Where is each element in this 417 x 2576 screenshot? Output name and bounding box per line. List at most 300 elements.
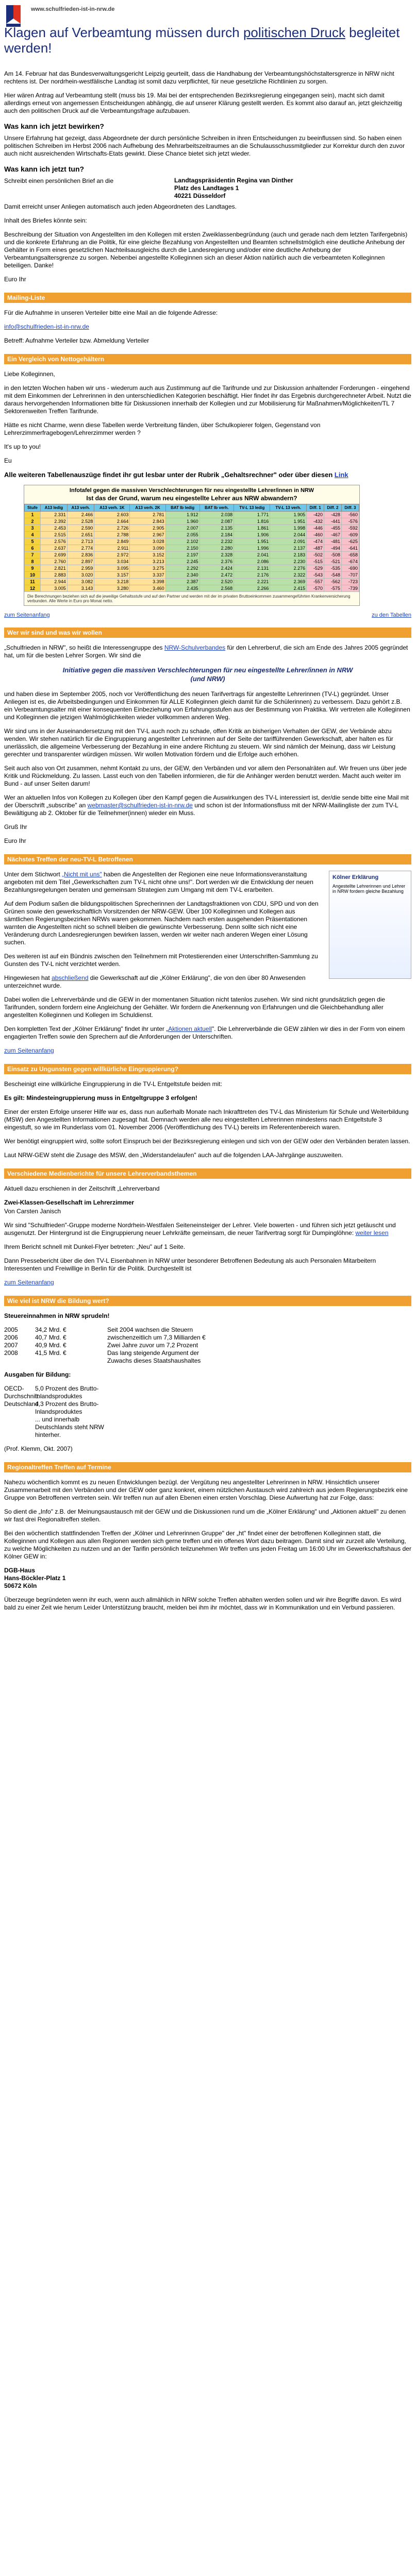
table-cell: 2.726: [94, 525, 130, 532]
table-cell: -521: [324, 558, 342, 565]
table-cell: 2.520: [199, 579, 234, 585]
table-cell: 2.472: [199, 572, 234, 579]
table-cell: 1.905: [270, 512, 307, 518]
table-cell: 3.398: [130, 579, 165, 585]
table-cell: -535: [324, 565, 342, 572]
table-cell: 2.183: [270, 552, 307, 558]
lehrerverband-paragraph: Aktuell dazu erschienen in der Zeitschrift „Lehrerverband: [4, 1185, 160, 1192]
table-cell: 3.082: [67, 579, 94, 585]
list-item-cell: [35, 1357, 107, 1365]
question-lead: Schreibt einen persönlichen Brief an die: [4, 177, 114, 184]
bildung-source: (Prof. Klemm, Okt. 2007): [4, 1445, 73, 1452]
table-cell: -543: [307, 572, 324, 579]
table-cell: 6: [25, 545, 41, 552]
table-row: [25, 532, 359, 538]
vergleich-paragraph: It's up to you!: [4, 443, 41, 450]
section-bar-lehrerverband: Verschiedene Medienberichte für unsere Lehrerverbandsthemen: [4, 1168, 411, 1179]
list-item-cell: Seit 2004 wachsen die Steuern: [107, 1326, 193, 1333]
table-cell: 3.275: [130, 565, 165, 572]
table-cell: 2.435: [165, 585, 199, 592]
table-cell: 2.713: [67, 538, 94, 545]
schulfrieden-paragraph: Wir sind uns in der Auseinandersetzung mit den TV-L auch noch zu schade, offen Kritik an bisherigen Verhalten der GEW, der Verbände abzu wenden. Wir stehen natürlich für die Eingruppierung angestellter Lehrerinnen auf der Seite der tarifführenden Gewerkschaft, aber halten es für unerlässlich, die allgemeine Verbesserung der Bezahlung in eine andere Richtung zu steuern. Wir sind nämlich der Meinung, dass wir Leistung gerechter und transparenter würdigen müssen. Wir wollen Motivation fördern und die Erfolge auch erhöhen.: [4, 727, 396, 758]
table-cell: 2.637: [40, 545, 67, 552]
table-cell: 2.007: [165, 525, 199, 532]
table-cell: -592: [341, 525, 359, 532]
table-cell: 2.376: [199, 558, 234, 565]
section-bar-regional: Regionaltreffen Treffen auf Termine: [4, 1462, 411, 1472]
table-cell: 7: [25, 552, 41, 558]
table-cell: -474: [307, 538, 324, 545]
table-cell: 2.038: [199, 512, 234, 518]
list-item-cell: [4, 1357, 35, 1365]
address-block: [174, 177, 411, 200]
table-cell: 2.944: [40, 579, 67, 585]
section-bar-eingruppierung: Einsatz zu Ungunsten gegen willkürliche Eingruppierung?: [4, 1064, 411, 1074]
list-item-cell: 41,5 Mrd. €: [35, 1349, 66, 1357]
lehrerverband-text: Wir sind "Schulfrieden"-Gruppe moderne Nordrhein-Westfalen Seiteneinsteiger der Lehrer. Viele bowerten - und führen sich jetzt getäuscht und ausgenutzt. Der Hintergrund ist die Eingruppierung neuer Lehrkräfte gemeinsam, die neuer Tarifvertrag sorgt für Dumpinglöhne:: [4, 1222, 396, 1236]
treffen-text: die Gewerkschaft auf die „Kölner Erklärung", die von den über 80 Anwesenden unterzeichnet wurde.: [4, 974, 306, 989]
table-cell: -487: [307, 545, 324, 552]
table-cell: 2.843: [130, 518, 165, 525]
eingruppierung-paragraph: Wer benötigt eingruppiert wird, sollte sofort Einspruch bei der Bezirksregierung einlegen und sich von der GEW oder den Verbänden beraten lassen.: [4, 1138, 410, 1145]
treffen-text: Unter dem Stichwort: [4, 871, 62, 878]
address-line: DGB-Haus: [4, 1567, 36, 1574]
salary-column-header: TV-L 13 verh.: [270, 504, 307, 512]
table-cell: 3.020: [67, 572, 94, 579]
table-cell: 2.280: [199, 545, 234, 552]
table-cell: 2.821: [40, 565, 67, 572]
table-cell: 3.005: [40, 585, 67, 592]
table-row: [25, 518, 359, 525]
table-cell: -455: [324, 525, 342, 532]
table-cell: 2.328: [199, 552, 234, 558]
salary-table-title: Infotafel gegen die massiven Verschlechterungen für neu eingestellte Lehrer/innen in NRW: [69, 487, 314, 494]
weiter-lesen-link[interactable]: weiter lesen: [355, 1229, 389, 1236]
table-cell: 2.086: [234, 558, 270, 565]
table-cell: -494: [324, 545, 342, 552]
lehrerverband-bold: Zwei-Klassen-Gesellschaft im Lehrerzimmer: [4, 1199, 135, 1206]
table-cell: 1.906: [234, 532, 270, 538]
schulfrieden-paragraph: und haben diese im September 2005, noch vor Veröffentlichung des neuen Tarifvertrags für angestellte Lehrerinnen (TV-L) gegründet. Unser Anliegen ist es, die Arbeitsbedingungen und Einkommen für ALLE Kolleginnen gleich damit für die Schülerinnen) zu verbessern. Dazu gehört z.B. ein Verbeamtungsalter mit einer konsequenten Einbeziehung von Erfahrungsstufen aus der Bestimmung von Praktika. Wir vertreten alle Kolleginnen und Kolleginnen die jetzigen Wahlmöglichkeiten wieder vollkommen anderen Weg.: [4, 690, 410, 721]
table-cell: 2.245: [165, 558, 199, 565]
table-cell: 3.152: [130, 552, 165, 558]
list-item: [4, 1334, 411, 1342]
webmaster-email-link[interactable]: webmaster@schulfrieden-ist-in-nrw.de: [87, 802, 193, 809]
table-cell: 2.041: [234, 552, 270, 558]
table-row: [25, 565, 359, 572]
back-to-top-link[interactable]: zum Seitenanfang: [4, 1279, 54, 1286]
table-cell: 5: [25, 538, 41, 545]
table-row: [25, 558, 359, 565]
table-cell: 2.883: [40, 572, 67, 579]
table-cell: 10: [25, 572, 41, 579]
table-cell: 2.453: [40, 525, 67, 532]
vergleich-paragraph: Hätte es nicht Charme, wenn diese Tabellen werde Verbreitung fänden, über Schulkopierer folgen, Gegenstand von Lehrerzimmerfragebogen/Lehrerzimmer werden ?: [4, 421, 321, 436]
table-row: [25, 538, 359, 545]
table-cell: 2.515: [40, 532, 67, 538]
eingruppierung-paragraph: Bescheinigt eine willkürliche Eingruppierung in die TV-L Entgeltstufe beiden mit:: [4, 1080, 222, 1088]
table-cell: 2.576: [40, 538, 67, 545]
table-cell: 3.028: [130, 538, 165, 545]
schulfrieden-paragraph: [4, 794, 411, 817]
table-cell: 2.424: [199, 565, 234, 572]
table-cell: -420: [307, 512, 324, 518]
question-paragraph: Inhalt des Briefes könnte sein:: [4, 217, 87, 224]
address-line: 50672 Köln: [4, 1582, 37, 1589]
regional-paragraph: Bei den wöchentlich stattfindenden Treffen der „Kölner und Lehrerinnen Gruppe" der „ht" findet einer der betroffenen Kolleginnen statt, die Kolleginnen und Kollegen aus allen Regionen werden sich gerne treffen und ein offenes Wort dazu beitragen. Damit sind wir zurzeit alle Verteilung, zu welche Möglichkeiten zu nutzen und an der Tarifin persönlich teilzunehmen Wir treffen uns jeden Freitag um 16:00 Uhr im Gewerkschaftshaus der Kölner GEW in:: [4, 1530, 411, 1560]
schulfrieden-paragraph: Seit auch also von Ort zusammen, nehmt Kontakt zu uns, der GEW, den Verbänden und vor allem den Personalräten auf. Wir freuen uns über jede Kritik und Rückmeldung. Zu lassen. Lasst euch von den Tabellen informieren, die für die Anhänger werden benutzt werden. Macht auch weiter im Bund - auf unser Seiten darum!: [4, 765, 407, 787]
vergleich-bold-question: [4, 471, 411, 479]
table-cell: 1.960: [165, 518, 199, 525]
site-url: www.schulfrieden-ist-in-nrw.de: [31, 6, 115, 12]
table-cell: -739: [341, 585, 359, 592]
table-cell: 2.055: [165, 532, 199, 538]
table-cell: 11: [25, 579, 41, 585]
table-cell: -515: [307, 558, 324, 565]
table-cell: 2.781: [130, 512, 165, 518]
table-cell: 1.861: [234, 525, 270, 532]
table-cell: 2.967: [130, 532, 165, 538]
table-cell: 1.816: [234, 518, 270, 525]
address-line: 40221 Düsseldorf: [174, 192, 226, 199]
list-item: [4, 1400, 411, 1416]
regional-address: [4, 1567, 411, 1590]
table-cell: -576: [341, 518, 359, 525]
section-bar-schulfrieden: Wer wir sind und was wir wollen: [4, 628, 411, 638]
salary-table-note: Die Berechnungen beziehen sich auf die jeweilige Gehaltsstufe und auf den Partner und werden mit der im privaten Bruttoeinkommen zusammengeführten Krankenversicherung verbunden. Alle Werte in Euro pro Monat netto.: [27, 594, 351, 603]
ausgaben-title: Ausgaben für Bildung:: [4, 1371, 71, 1378]
table-cell: 3.337: [130, 572, 165, 579]
page-title: [4, 25, 406, 56]
table-cell: 2.836: [67, 552, 94, 558]
list-item: [4, 1349, 411, 1357]
table-cell: 2.897: [67, 558, 94, 565]
table-cell: 1.912: [165, 512, 199, 518]
table-cell: 2.184: [199, 532, 234, 538]
table-cell: 3.143: [67, 585, 94, 592]
table-cell: 2.369: [270, 579, 307, 585]
list-item-cell: Deutschland: [4, 1400, 39, 1408]
table-row: [25, 585, 359, 592]
table-cell: 3.213: [130, 558, 165, 565]
table-cell: 3.034: [94, 558, 130, 565]
table-cell: -560: [341, 512, 359, 518]
section-bar-bildung: Wie viel ist NRW die Bildung wert?: [4, 1296, 411, 1306]
schulfrieden-text: Wer an aktuellen Infos von Kollegen zu Kollegen über den Kampf gegen die Auswirkungen des TV-L interessiert ist, der/die sende bitte eine Mail mit der Überschrift „subscribe" an: [4, 794, 409, 809]
schulfrieden-paragraph: [4, 644, 411, 659]
treffen-text: Den kompletten Text der „Kölner Erklärung" findet ihr unter „: [4, 1025, 169, 1032]
regional-paragraph: So dient die „Info" z.B. der Meinungsaustausch mit der GEW und die Diskussionen rund um die „Kölner Erklärung" und „Aktionen aktuell" zu denen wir fast drei Regionaltreffen stellen.: [4, 1508, 406, 1523]
schulfrieden-text: „Schulfrieden in NRW", so heißt die Interessengruppe des: [4, 644, 164, 651]
table-cell: -557: [307, 579, 324, 585]
table-cell: -548: [324, 572, 342, 579]
table-cell: 2.230: [270, 558, 307, 565]
section-bar-mailing: Mailing-Liste: [4, 293, 411, 303]
table-cell: 2.102: [165, 538, 199, 545]
table-cell: 2.266: [234, 585, 270, 592]
table-cell: 3.157: [94, 572, 130, 579]
flyer-heading: Kölner Erklärung: [332, 874, 379, 880]
table-cell: -690: [341, 565, 359, 572]
address-line: Hans-Böckler-Platz 1: [4, 1574, 66, 1582]
table-cell: -707: [341, 572, 359, 579]
eingruppierung-bold: Es gilt: Mindesteingruppierung muss in Entgeltgruppe 3 erfolgen!: [4, 1094, 197, 1101]
table-row: [25, 545, 359, 552]
mailing-text: Für die Aufnahme in unseren Verteiler bitte eine Mail an die folgende Adresse:: [4, 309, 218, 316]
salary-column-header: Stufe: [25, 504, 41, 512]
salary-column-header: Diff. 1: [307, 504, 324, 512]
list-item-cell: Das lang steigende Argument der: [107, 1349, 199, 1357]
list-item-cell: 4,3 Prozent des Brutto-Inlandsproduktes: [35, 1400, 99, 1415]
table-cell: 2.664: [94, 518, 130, 525]
regional-paragraph: Überzeuge begründeten wenn ihr euch, wenn auch allmählich in NRW solche Treffen abhalten werden sollen und wir ihre Begriffe davon. Es wird bald zu einer Zeit wie herum Leider Unterstützung braucht, melden bei ihm ihr möchtet, dass wir in Kommunikation und ein Verbund passieren.: [4, 1596, 402, 1611]
table-cell: 2.292: [165, 565, 199, 572]
table-cell: 2.911: [94, 545, 130, 552]
table-cell: 2.959: [67, 565, 94, 572]
salary-column-header: TV-L 13 ledig: [234, 504, 270, 512]
bildung-subtitle: Steuereinnahmen in NRW sprudeln!: [4, 1312, 110, 1319]
table-cell: 2.322: [270, 572, 307, 579]
table-cell: 1.996: [234, 545, 270, 552]
table-cell: -674: [341, 558, 359, 565]
list-item: [4, 1385, 411, 1400]
table-cell: 2.176: [234, 572, 270, 579]
table-cell: -502: [307, 552, 324, 558]
table-cell: 2.387: [165, 579, 199, 585]
list-item-cell: OECD-Durchschnitt: [4, 1385, 39, 1400]
schulfrieden-text: für den Lehrerberuf, die sich am Ende des Jahres 2005 gegründet hat, um für die besten Lehrer Sorgen. Wir sind die: [4, 644, 408, 659]
vergleich-link[interactable]: Link: [334, 471, 348, 479]
table-cell: -562: [324, 579, 342, 585]
headline-link[interactable]: politischen Druck: [243, 25, 345, 40]
vergleich-paragraph: Eu: [4, 457, 12, 464]
list-item-cell: Zwei Jahre zuvor um 7,2 Prozent: [107, 1342, 198, 1349]
salary-table-subtitle: Ist das der Grund, warum neu eingestellte Lehrer aus NRW abwandern?: [86, 495, 297, 502]
table-cell: 1: [25, 512, 41, 518]
schulfrieden-text: und schon ist der Informationsfluss mit der NRW-Mailingliste der zum TV-L Bewältigung ab 2. Oktober für die Teilnehmer(innen) wieder ein Muss.: [4, 802, 398, 817]
table-row: [25, 525, 359, 532]
mailing-email-link[interactable]: info@schulfrieden-ist-in-nrw.de: [4, 323, 89, 330]
back-to-top-link[interactable]: zum Seitenanfang: [4, 612, 50, 618]
address-line: Platz des Landtages 1: [174, 184, 239, 192]
salary-column-header: A13 ledig: [40, 504, 67, 512]
back-to-top-link[interactable]: zum Seitenanfang: [4, 1047, 54, 1054]
lehrerverband-paragraph: Ihrem Bericht schnell mit Dunkel-Flyer betreten: „Neu" auf 1 Seite.: [4, 1243, 186, 1250]
table-cell: -529: [307, 565, 324, 572]
table-cell: 3.460: [130, 585, 165, 592]
table-cell: 9: [25, 565, 41, 572]
salary-column-header: Diff. 2: [324, 504, 342, 512]
salary-table: [24, 485, 360, 606]
table-cell: 2.568: [199, 585, 234, 592]
lehrerverband-author: Von Carsten Janisch: [4, 1208, 61, 1215]
table-cell: -508: [324, 552, 342, 558]
eingruppierung-paragraph: Laut NRW-GEW steht die Zusage des MSW, den „Widerstandelaufen" auch auf die folgenden LAA-Jahrgänge auszuweiten.: [4, 1151, 343, 1159]
table-cell: -481: [324, 538, 342, 545]
signoff: Euro Ihr: [4, 837, 26, 844]
table-cell: -723: [341, 579, 359, 585]
table-row: [25, 572, 359, 579]
lehrerverband-paragraph: [4, 1222, 411, 1237]
salary-column-header: A13 verh.: [67, 504, 94, 512]
section-bar-treffen: Nächstes Treffen der neu-TV-L Betroffenen: [4, 854, 411, 865]
abschliessend-link[interactable]: abschließend: [52, 974, 89, 981]
list-item-cell: 2005: [4, 1326, 18, 1333]
table-cell: 8: [25, 558, 41, 565]
header: [0, 0, 417, 56]
table-cell: 3.090: [130, 545, 165, 552]
table-cell: 1.951: [234, 538, 270, 545]
table-row: [25, 552, 359, 558]
table-cell: 2.788: [94, 532, 130, 538]
table-cell: 12: [25, 585, 41, 592]
table-cell: 2.221: [234, 579, 270, 585]
table-cell: -432: [307, 518, 324, 525]
list-item-cell: [4, 1416, 35, 1439]
salary-column-header: A13 verh. 1K: [94, 504, 130, 512]
table-cell: 1.998: [270, 525, 307, 532]
question-text-1: Unsere Erfahrung hat gezeigt, dass Abgeordnete der durch persönliche Schreiben in ihren Entscheidungen zu beeinflussen sind. So haben einen politischen Schreiben im Herbst 2006 nach Aufhebung des Mehrarbeitszeitraumes an die Schulausschussmitglieder zur Korrektur durch den zuvor auch nicht ausreichenden Wirtschafts-Etats gewirkt. Diese Chance bietet sich jetzt wieder.: [4, 134, 405, 157]
list-item-cell: 5,0 Prozent des Brutto-Inlandsproduktes: [35, 1385, 99, 1400]
table-cell: 2.137: [270, 545, 307, 552]
table-row: [25, 512, 359, 518]
table-cell: -460: [307, 532, 324, 538]
signoff: Gruß Ihr: [4, 823, 27, 831]
table-cell: -625: [341, 538, 359, 545]
table-cell: 2.699: [40, 552, 67, 558]
list-item-cell: 2006: [4, 1334, 18, 1341]
signoff: Euro Ihr: [4, 276, 26, 283]
intro-paragraph-2: Hier wären Antrag auf Verbeamtung stellt (muss bis 19. Mai bei der entsprechenden Bezirksregierung eingegangen sein), macht sich damit allerdings erneut von angemessen Entscheidungen abhängig, die auf unserer Klärung gestellt werden. Es kommt also darauf an, jetzt gleichzeitig auch den politischen Druck auf die Verbeamtungsfrage aufzubauen.: [4, 92, 402, 114]
list-item: [4, 1416, 411, 1439]
list-item-cell: 40,9 Mrd. €: [35, 1342, 66, 1349]
table-cell: 2.276: [270, 565, 307, 572]
question-paragraph: Beschreibung der Situation von Angestellten im den Kollegen mit ersten Zweiklassenbegründung (auch und gerade nach dem letzten Tarifergebnis) und die konkrete Erfahrung an die Politik, für eine gleiche Bezahlung von Angestellten und Beamten schnellstmöglich eine deutliche Anhebung der Gehälter in Form eines gesetzlichen Nachteilsausgleichs durch die Landesregierung und/oder eine deutliche Anhebung der Verbeamtungsaltersgrenze zu sorgen. Nebenbei angestellte Kolleginnen sich an dieser Aktion natürlich auch die verbeamteten Kolleginnen beteiligen. Danke!: [4, 231, 408, 269]
table-cell: 2: [25, 518, 41, 525]
table-cell: -446: [307, 525, 324, 532]
table-cell: -641: [341, 545, 359, 552]
table-cell: 3.095: [94, 565, 130, 572]
table-cell: 2.131: [234, 565, 270, 572]
treffen-paragraph: Des weiteren ist auf ein Bündnis zwischen den Teilnehmern mit Protestierenden einer Unterschriften-Sammlung zu Gunsten des TV-L nicht verzichtet werden.: [4, 953, 318, 968]
list-item-cell: 40,7 Mrd. €: [35, 1334, 66, 1341]
table-cell: 2.232: [199, 538, 234, 545]
question-heading-2: Was kann ich jetzt tun?: [4, 165, 85, 173]
table-cell: 2.135: [199, 525, 234, 532]
table-cell: -570: [307, 585, 324, 592]
table-cell: 2.091: [270, 538, 307, 545]
aktionen-aktuell-link[interactable]: Aktionen aktuell: [168, 1025, 212, 1032]
table-cell: 2.603: [94, 512, 130, 518]
table-cell: -441: [324, 518, 342, 525]
list-item-cell: ... und innerhalb Deutschlands steht NRW hinterher.: [35, 1416, 104, 1438]
table-cell: 2.774: [67, 545, 94, 552]
salary-column-header: A13 verh. 2K: [130, 504, 165, 512]
treffen-text: haben die Angestellten der Regionen eine neue Informationsveranstaltung angeboten mit dem Titel „Gewerkschaften zum TV-L nicht ohne uns!". Dort werden wir die Entwicklung der neuen Bezahlungsregelungen beraten und gemeinsam Strategien zum Umgang mit dem TV-L erarbeiten.: [4, 871, 313, 893]
schulverband-link[interactable]: NRW-Schulverbandes: [164, 644, 226, 651]
table-cell: 2.415: [270, 585, 307, 592]
table-row: [25, 579, 359, 585]
address-line: Landtagspräsidentin Regina van Dinther: [174, 177, 293, 184]
main-content: [4, 70, 411, 1618]
initiative-title-line: Initiative gegen die massiven Verschlechterungen für neu eingestellte Lehrer/innen in NRW: [62, 666, 353, 674]
initiative-title-line: (und NRW): [190, 675, 225, 683]
vergleich-greeting: Liebe Kolleginnen,: [4, 370, 55, 378]
table-cell: 1.771: [234, 512, 270, 518]
table-cell: 2.197: [165, 552, 199, 558]
nicht-mit-uns-link[interactable]: „Nicht mit uns": [62, 871, 102, 878]
list-item: [4, 1342, 411, 1349]
headline-part2: begleitet werden!: [4, 25, 400, 56]
initiative-title: [4, 666, 411, 683]
table-cell: 2.392: [40, 518, 67, 525]
table-cell: 2.331: [40, 512, 67, 518]
to-tables-link[interactable]: zu den Tabellen: [372, 612, 411, 618]
intro-paragraph-1: Am 14. Februar hat das Bundesverwaltungsgericht Leipzig geurteilt, dass die Handhabung der Verbeamtungshöchstaltersgrenze in NRW nicht rechtens ist. Der nordrhein-westfälische Landtag ist somit dazu verpflichtet, für neue gesetzliche Richtlinien zu sorgen.: [4, 70, 394, 85]
tax-stats: [4, 1326, 411, 1365]
table-cell: 2.760: [40, 558, 67, 565]
koelner-erklaerung-flyer[interactable]: [329, 871, 411, 979]
table-cell: 2.087: [199, 518, 234, 525]
treffen-paragraph: [4, 1025, 411, 1041]
table-cell: 2.528: [67, 518, 94, 525]
treffen-paragraph: Auf dem Podium saßen die bildungspolitischen Sprecherinnen der Landtagsfraktionen von CDU, SPD und von den Grünen sowie den gewerkschaftlich Vorsitzenden der NRW-GEW. Über 100 Kolleginnen und Kollegen aus sämtlichen Regierungsbezirken NRWs waren gekommen. Nachdem nach ersten ausgehenden Präsentationen warnten die Angestellten nicht so schnell bleiben die gewünschte Verbesserung. Denn sollte sich nicht eine Veränderung durch Landesregierungen bewirken lassen, werden wir weiter nach anderen Wegen einer Lösung suchen.: [4, 900, 319, 946]
vergleich-paragraph: in den letzten Wochen haben wir uns - wiederum auch aus Zustimmung auf die Tarifrunde und zur Diskussion anhaltender Forderungen - eingehend mit dem Einkommen der Lehrerinnen in den unterschiedlichen Kategorien beschäftigt. Hier findet ihr das Ergebnis durchgerechneter Arbeit. Nutzt die daraus hervorgehenden Informationen bitte für Diskussionen innerhalb der Kollegien und zur Mobilisierung für Maßnahmen/Möglichkeiten/TL 7 Sektorenweiten Treffen Tarifrunde.: [4, 384, 411, 415]
table-cell: 3.218: [94, 579, 130, 585]
table-cell: 3.280: [94, 585, 130, 592]
table-cell: 4: [25, 532, 41, 538]
vergleich-bold-text: Alle weiteren Tabellenauszüge findet ihr gut lesbar unter der Rubrik „Gehaltsrechner" oder über diesen: [4, 471, 335, 479]
mailing-subject: Betreff: Aufnahme Verteiler bzw. Abmeldung Verteiler: [4, 337, 149, 344]
table-cell: -609: [341, 532, 359, 538]
table-cell: 2.905: [130, 525, 165, 532]
list-item: [4, 1357, 411, 1365]
list-item-cell: Zuwachs dieses Staatshaushaltes: [107, 1357, 201, 1364]
links-row: [4, 612, 411, 618]
table-cell: 1.951: [270, 518, 307, 525]
table-cell: -428: [324, 512, 342, 518]
section-bar-vergleich: Ein Vergleich von Nettogehältern: [4, 354, 411, 364]
table-cell: -467: [324, 532, 342, 538]
table-cell: -658: [341, 552, 359, 558]
list-item-cell: 2007: [4, 1342, 18, 1349]
table-cell: -575: [324, 585, 342, 592]
table-cell: 2.849: [94, 538, 130, 545]
list-item-cell: zwischenzeitlich um 7,3 Milliarden €: [107, 1334, 206, 1341]
table-cell: 2.590: [67, 525, 94, 532]
table-cell: 2.972: [94, 552, 130, 558]
lehrerverband-paragraph: Dann Pressebericht über die den TV-L Eisenbahnen in NRW unter besonderer Betroffenen Bedeutung als auch Personalen Mitarbeitern Interessenten und Freiwillige in Berlin für die Politik. Durchgestellt ist: [4, 1257, 376, 1272]
list-item: [4, 1326, 411, 1334]
salary-grid: [24, 504, 359, 592]
table-cell: 2.044: [270, 532, 307, 538]
treffen-text: Hingewiesen hat: [4, 974, 52, 981]
table-cell: 2.150: [165, 545, 199, 552]
regional-paragraph: Nahezu wöchentlich kommt es zu neuen Entwicklungen bezügl. der Vergütung neu angestellter Lehrerinnen in NRW. Hinsichtlich unserer Zusammenarbeit mit den Verbänden und der GEW oder ganz konkret, einem nützlichen Austausch wird zahlreich aus jedem Regierungsbezirk eine Gruppe von Betroffenen vertreten sein. Wir treffen nun auf allen Ebenen einen ersten Vorschlag. Diese Aufwertung hat zur Folge, dass:: [4, 1479, 408, 1501]
salary-column-header: BAT Ib ledig: [165, 504, 199, 512]
table-cell: 3: [25, 525, 41, 532]
salary-column-header: Diff. 3: [341, 504, 359, 512]
table-cell: 2.466: [67, 512, 94, 518]
table-cell: 2.651: [67, 532, 94, 538]
treffen-text: ". Die Lehrerverbände die GEW zählen wir dies in der Form von einem engagierten Treffen sowie den Sprechern auf die Anforderungen der Unterschriften.: [4, 1025, 405, 1040]
spending-stats: [4, 1385, 411, 1439]
treffen-paragraph: Dabei wollen die Lehrerverbände und die GEW in der momentanen Situation nicht tatenlos zusehen. Wir sind nicht grundsätzlich gegen die Tarifrunden, sondern fordern eine Angleichung der Gehälter. Wir fordern die Anerkennung von Erfahrungen und die Gleichbehandlung aller angestellten Kolleginnen und Kollegen im Schuldienst.: [4, 996, 386, 1019]
headline-part1: Klagen auf Verbeamtung müssen durch: [4, 25, 243, 40]
question-paragraph: Damit erreicht unser Anliegen automatisch auch jeden Abgeordneten des Landtages.: [4, 203, 237, 210]
eingruppierung-paragraph: Einer der ersten Erfolge unserer Hilfe war es, dass nun außerhalb Monate nach Inkrafttreten des TV-L das Ministerium für Schule und Weiterbildung (MSW) den Angestellten Informationen zugesagt hat. Demnach werden alle neu eingestellten Lehrerinnen mindestens nach Entgeltstufe 3 eingestuft, so wie im Runderlass vom 01. November 2006 (Veröffentlichung des TV-L) bereits im Referentenbereich waren.: [4, 1108, 409, 1131]
list-item-cell: 2008: [4, 1349, 18, 1357]
